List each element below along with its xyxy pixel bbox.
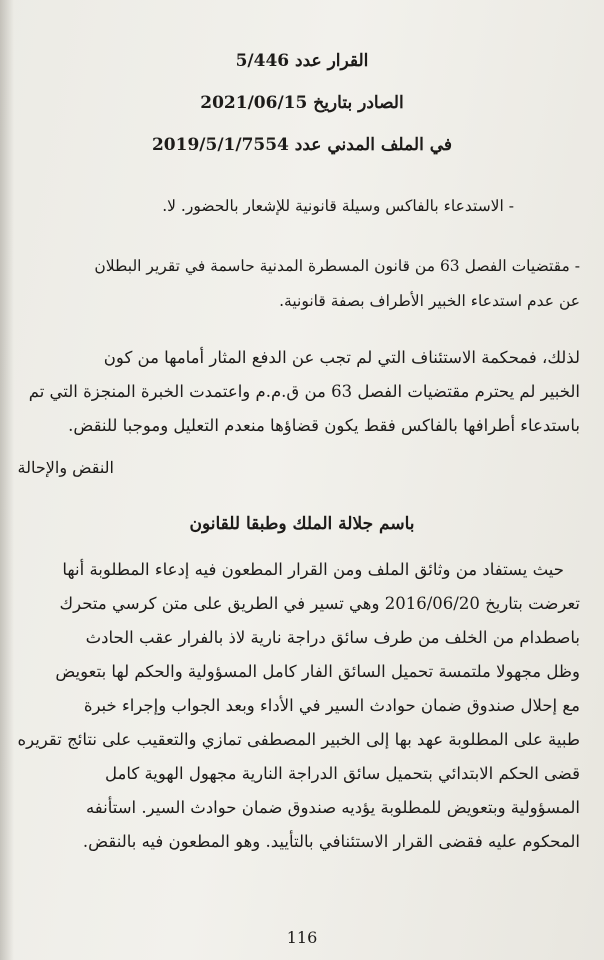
page-number: 116: [286, 928, 318, 947]
body-line-9: المحكوم عليه فقضى القرار الاستئنافي بالتأييد. وهو المطعون فيه بالنقض.: [82, 832, 580, 851]
outcome-label: النقض والإحالة: [17, 458, 114, 477]
body-line-3: باصطدام من الخلف من طرف سائق دراجة نارية لاذ بالفرار عقب الحادث: [85, 628, 580, 647]
civil-file-number: في الملف المدني عدد 2019/5/1/7554: [151, 135, 453, 155]
summary-note-expert-summons: عن عدم استدعاء الخبير الأطراف بصفة قانونية.: [279, 292, 580, 310]
reasoning-line-2: الخبير لم يحترم مقتضيات الفصل 63 من ق.م.م واعتمدت الخبرة المنجزة التي تم: [28, 382, 580, 401]
body-line-7: قضى الحكم الابتدائي بتحميل سائق الدراجة النارية مجهول الهوية كامل: [104, 764, 580, 783]
body-line-4: وظل مجهولا ملتمسة تحميل السائق الفار كامل المسؤولية والحكم لها بتعويض: [55, 662, 580, 681]
decision-number: القرار عدد 5/446: [235, 51, 369, 71]
reasoning-line-1: لذلك، فمحكمة الاستئناف التي لم تجب عن الدفع المثار أمامها من كون: [103, 348, 580, 367]
decision-header: [0, 40, 604, 166]
summary-note-article-63: - مقتضيات الفصل 63 من قانون المسطرة المدنية حاسمة في تقرير البطلان: [94, 257, 580, 275]
decision-issue-date: الصادر بتاريخ 2021/06/15: [200, 93, 404, 113]
body-line-8: المسؤولية وبتعويض للمطلوبة يؤديه صندوق ضمان حوادث السير. استأنفه: [85, 798, 580, 817]
section-heading: باسم جلالة الملك وطبقا للقانون: [189, 514, 415, 534]
reasoning-line-3: باستدعاء أطرافها بالفاكس فقط يكون قضاؤها منعدم التعليل وموجبا للنقض.: [68, 416, 580, 435]
body-line-5: مع إحلال صندوق ضمان حوادث السير في الأداء وبعد الجواب وإجراء خبرة: [83, 696, 580, 715]
body-line-2: تعرضت بتاريخ 2016/06/20 وهي تسير في الطريق على متن كرسي متحرك: [59, 594, 580, 613]
body-line-6: طبية على المطلوبة عهد بها إلى الخبير المصطفى تمازي والتعقيب على نتائج تقريره: [17, 730, 580, 749]
body-line-1: حيث يستفاد من وثائق الملف ومن القرار المطعون فيه إدعاء المطلوبة أنها: [62, 560, 564, 579]
summary-note-fax-summons: - الاستدعاء بالفاكس وسيلة قانونية للإشعار بالحضور. لا.: [162, 197, 514, 215]
